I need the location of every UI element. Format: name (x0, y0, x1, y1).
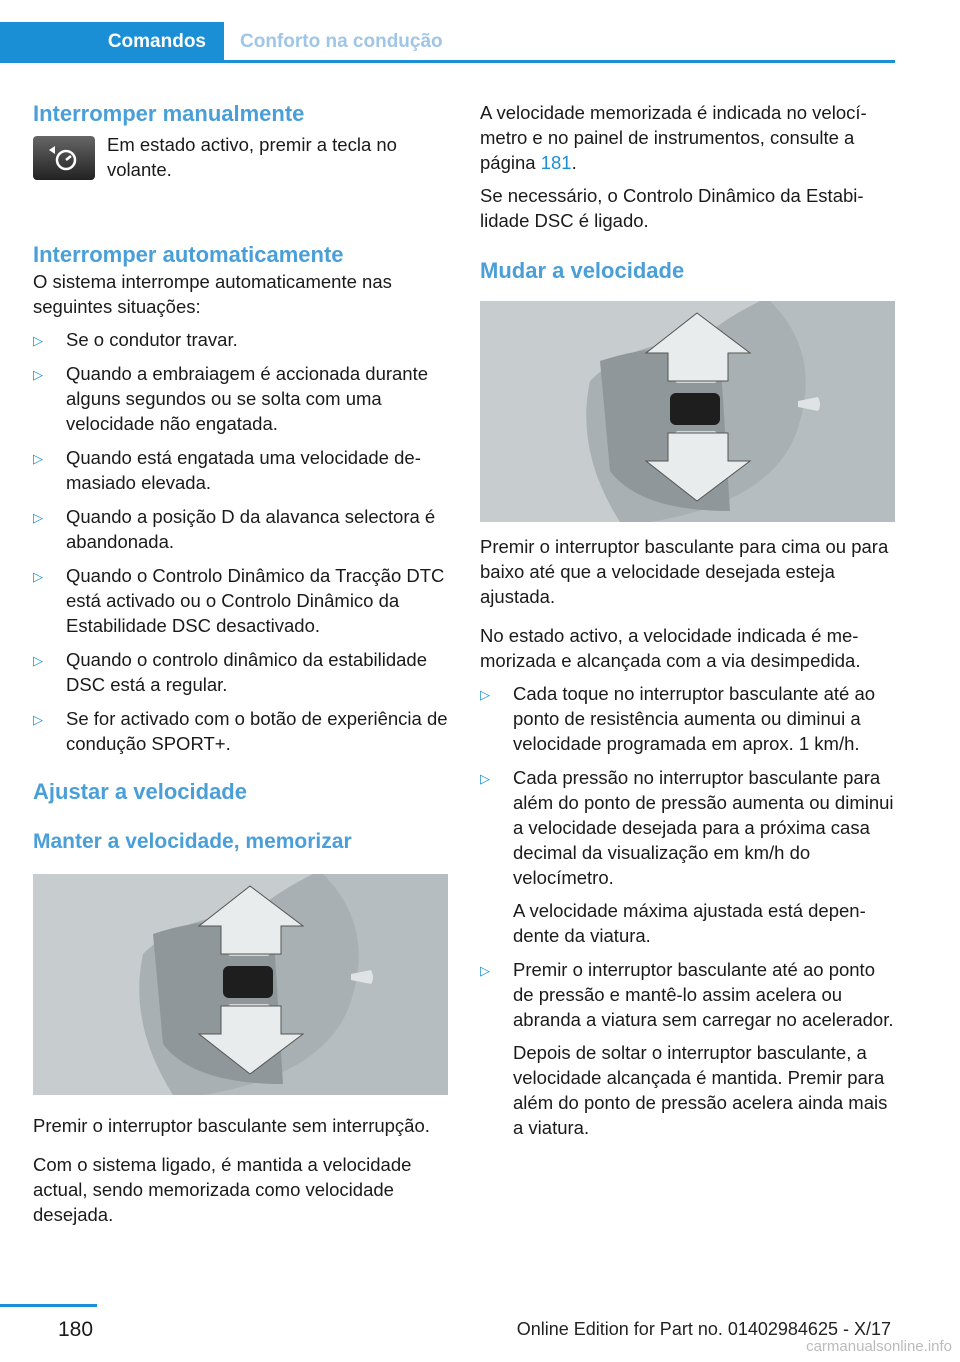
bullet-icon: ▷ (480, 687, 490, 702)
list-item-text: Quando o controlo dinâmico da estabilidade DSC está a regular. (66, 649, 427, 695)
bullet-icon: ▷ (480, 771, 490, 786)
list-item-text: Se o condutor travar. (66, 329, 238, 350)
steering-wheel-rocker-image-2 (480, 301, 895, 522)
bullet-icon: ▷ (33, 510, 43, 525)
bullet-icon: ▷ (33, 367, 43, 382)
cruise-resume-button-icon (33, 136, 95, 180)
list-item (33, 504, 448, 554)
tab-comandos[interactable]: Comandos (0, 22, 224, 62)
page-link-181[interactable]: 181 (540, 152, 572, 173)
steering-wheel-rocker-image (33, 874, 448, 1095)
list-item (33, 647, 448, 697)
list-item-text: Cada pressão no interruptor basculante para além do ponto de pressão aumenta ou diminui a velocidade desejada para a próxima casa decimal da visualização em km/h do velocímetro. (513, 767, 894, 888)
memorized-speed-text-part: A velocidade memorizada é indicada no velocímetro e no painel de instrumentos, consulte a página (480, 102, 867, 173)
heading-interromper-automaticamente: Interromper automaticamente (33, 242, 344, 267)
page-header (0, 0, 895, 64)
manual-stop-text: Em estado activo, premir a tecla no volante. (107, 134, 397, 180)
footer-divider (0, 1304, 97, 1307)
bullet-icon: ▷ (33, 333, 43, 348)
list-item-text: Cada toque no interruptor basculante até ao ponto de resistência aumenta ou diminui a velocidade programada em aprox. 1 km/h. (513, 683, 876, 754)
heading-interromper-manualmente: Interromper manualmente (33, 101, 305, 126)
list-item (33, 361, 448, 436)
heading-ajustar-velocidade: Ajustar a velocidade (33, 779, 247, 804)
header-divider (0, 60, 895, 63)
memorized-speed-text-end: . (571, 152, 577, 173)
list-item (33, 445, 448, 495)
list-item (33, 706, 448, 756)
dsc-text: Se necessário, o Controlo Dinâmico da Estabilidade DSC é ligado. (480, 185, 864, 231)
list-item-text: Quando está engatada uma velocidade demasiado elevada. (66, 447, 421, 493)
list-item-text: Quando a embraiagem é accionada durante alguns segundos ou se solta com uma velocidade não engatada. (66, 363, 429, 434)
bullet-icon: ▷ (33, 712, 43, 727)
right-column (480, 100, 895, 1149)
list-item-text: Quando a posição D da alavanca selectora é abandonada. (66, 506, 436, 552)
bullet-icon: ▷ (33, 451, 43, 466)
keep-speed-text-2: Com o sistema ligado, é mantida a velocidade actual, sendo memorizada como velocidade desejada. (33, 1154, 412, 1225)
list-item (480, 681, 895, 756)
auto-stop-list (33, 327, 448, 756)
heading-mudar-velocidade: Mudar a velocidade (480, 258, 685, 283)
keep-speed-text-1: Premir o interruptor basculante sem interrupção. (33, 1115, 430, 1136)
change-speed-text-2: No estado activo, a velocidade indicada é memorizada e alcançada com a via desimpedida. (480, 625, 861, 671)
bullet-icon: ▷ (33, 569, 43, 584)
bullet-icon: ▷ (480, 963, 490, 978)
page-number: 180 (58, 1318, 94, 1341)
auto-intro-text: O sistema interrompe automaticamente nas seguintes situações: (33, 271, 392, 317)
list-item (33, 327, 448, 352)
change-speed-list (480, 681, 895, 1140)
list-item-text: Premir o interruptor basculante até ao ponto de pressão e mantê-lo assim acelera ou abranda a viatura sem carregar no acelerador. (513, 959, 894, 1030)
list-item-text: Se for activado com o botão de experiência de condução SPORT+. (66, 708, 448, 754)
tab-conforto[interactable]: Conforto na condução (240, 31, 443, 52)
list-item (480, 957, 895, 1140)
edition-text: Online Edition for Part no. 01402984625 - X/17 (516, 1319, 891, 1339)
list-item (33, 563, 448, 638)
list-item-text: Quando o Controlo Dinâmico da Tracção DTC está activado ou o Controlo Dinâmico da Estabilidade DSC desactivado. (66, 565, 445, 636)
list-item-note: A velocidade máxima ajustada está dependente da viatura. (513, 900, 866, 946)
watermark: carmanualsonline.info (806, 1338, 952, 1355)
list-item-note: Depois de soltar o interruptor basculante, a velocidade alcançada é mantida. Premir para além do ponto de pressão acelera ainda mais a viatura. (513, 1042, 888, 1138)
left-column (33, 100, 448, 1227)
memorized-speed-text (480, 100, 895, 175)
list-item (480, 765, 895, 948)
heading-manter-velocidade: Manter a velocidade, memorizar (33, 830, 352, 853)
bullet-icon: ▷ (33, 653, 43, 668)
change-speed-text-1: Premir o interruptor basculante para cima ou para baixo até que a velocidade desejada esteja ajustada. (480, 536, 889, 607)
